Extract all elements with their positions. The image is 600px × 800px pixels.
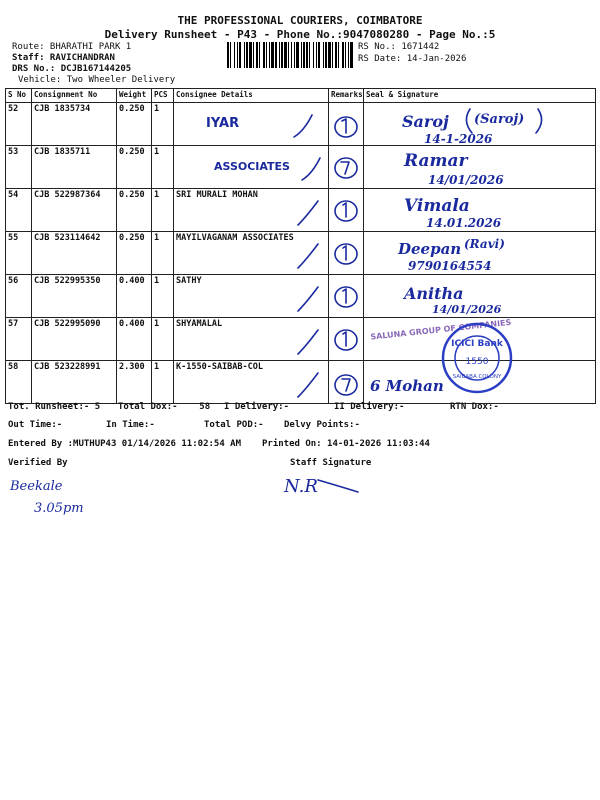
check-mark-icon	[329, 103, 364, 145]
cell-consignee: SHYAMALAL	[174, 318, 329, 361]
svg-text:Deepan: Deepan	[398, 240, 462, 258]
col-pcs: PCS	[152, 89, 174, 103]
cell-remarks	[329, 275, 364, 318]
cell-consignee: SATHY	[174, 275, 329, 318]
cell-sno: 58	[6, 361, 32, 404]
svg-text:14.01.2026: 14.01.2026	[426, 216, 502, 230]
svg-text:Anitha: Anitha	[404, 284, 464, 303]
table-row	[6, 189, 596, 232]
tick-mark	[174, 232, 329, 274]
col-remarks: Remarks	[329, 89, 364, 103]
cell-consignee: MAYILVAGANAM ASSOCIATES	[174, 232, 329, 275]
svg-text:ICICI Bank: ICICI Bank	[451, 339, 503, 349]
drs-label: DRS No.: DCJB167144205	[12, 64, 132, 74]
handwritten-signature	[364, 146, 596, 188]
svg-text:(Saroj): (Saroj)	[474, 112, 525, 127]
staff-signature-label: Staff Signature	[290, 458, 372, 468]
rs-number: RS No.: 1671442	[358, 42, 440, 52]
svg-text:14-1-2026: 14-1-2026	[424, 132, 493, 145]
total-pod: Total POD:-	[204, 420, 264, 430]
svg-text:(Ravi): (Ravi)	[464, 237, 505, 251]
cell-pcs: 1	[152, 189, 174, 232]
delivery-points: Delvy Points:-	[284, 420, 360, 430]
cell-pcs: 1	[152, 275, 174, 318]
cell-signature	[364, 189, 596, 232]
svg-text:14/01/2026: 14/01/2026	[432, 303, 502, 316]
svg-text:14/01/2026: 14/01/2026	[428, 173, 504, 187]
col-consignee: Consignee Details	[174, 89, 329, 103]
cell-signature	[364, 103, 596, 146]
in-time: In Time:-	[106, 420, 155, 430]
bank-seal-stamp	[432, 318, 522, 396]
cell-consignment: CJB 522995350	[32, 275, 117, 318]
cell-weight: 0.250	[117, 146, 152, 189]
cell-sno: 54	[6, 189, 32, 232]
rs-date: RS Date: 14-Jan-2026	[358, 54, 467, 64]
rtn-dox: RTN Dox:-	[450, 402, 499, 412]
vehicle-label: Vehicle: Two Wheeler Delivery	[18, 75, 176, 85]
cell-weight: 0.250	[117, 103, 152, 146]
check-mark-icon	[329, 361, 364, 403]
verifier-signature	[6, 470, 136, 520]
cell-pcs: 1	[152, 103, 174, 146]
entered-by: Entered By :MUTHUP43 01/14/2026 11:02:54 AM	[8, 439, 241, 449]
tick-mark	[174, 189, 329, 231]
cell-consignee	[174, 146, 329, 189]
cell-weight: 0.400	[117, 275, 152, 318]
cell-consignment: CJB 522987364	[32, 189, 117, 232]
cell-consignment: CJB 523114642	[32, 232, 117, 275]
cell-sno: 55	[6, 232, 32, 275]
handwritten-consignee	[174, 103, 329, 145]
svg-text:IYAR: IYAR	[206, 116, 240, 131]
total-dox: Total Dox:- 58	[118, 402, 211, 412]
cell-consignment: CJB 522995090	[32, 318, 117, 361]
runsheet-subtitle: Delivery Runsheet - P43 - Phone No.:9047080280 - Page No.:5	[104, 28, 496, 41]
cell-consignee	[174, 103, 329, 146]
staff-signature	[278, 466, 368, 502]
cell-weight: 0.250	[117, 232, 152, 275]
cell-consignee: K-1550-SAIBAB-COL	[174, 361, 329, 404]
cell-signature	[364, 232, 596, 275]
tick-mark	[174, 361, 329, 403]
cell-remarks	[329, 232, 364, 275]
tick-mark	[174, 275, 329, 317]
svg-text:N.R: N.R	[284, 476, 318, 497]
cell-signature	[364, 146, 596, 189]
i-delivery: I Delivery:-	[224, 402, 290, 412]
svg-text:Vimala: Vimala	[404, 196, 470, 216]
cell-remarks	[329, 361, 364, 404]
handwritten-consignee	[174, 146, 329, 188]
check-mark-icon	[329, 189, 364, 231]
table-header-row	[6, 89, 596, 103]
handwritten-signature	[364, 189, 596, 231]
table-row	[6, 275, 596, 318]
handwritten-signature	[364, 103, 596, 145]
printed-on: Printed On: 14-01-2026 11:03:44	[262, 439, 430, 449]
check-mark-icon	[329, 275, 364, 317]
handwritten-signature	[364, 275, 596, 317]
svg-text:3.05pm: 3.05pm	[34, 501, 84, 516]
svg-text:1550: 1550	[465, 357, 489, 367]
check-mark-icon	[329, 146, 364, 188]
company-title: THE PROFESSIONAL COURIERS, COIMBATORE	[177, 14, 423, 27]
ii-delivery: II Delivery:-	[334, 402, 405, 412]
svg-text:ASSOCIATES: ASSOCIATES	[214, 160, 290, 173]
svg-text:SALUNA GROUP OF COMPANIES: SALUNA GROUP OF COMPANIES	[369, 318, 512, 342]
col-seal-signature: Seal & Signature	[364, 89, 596, 103]
cell-consignment: CJB 1835734	[32, 103, 117, 146]
handwritten-signature	[364, 232, 596, 274]
cell-remarks	[329, 189, 364, 232]
cell-weight: 0.250	[117, 189, 152, 232]
svg-text:Beekale: Beekale	[10, 479, 63, 494]
cell-sno: 53	[6, 146, 32, 189]
table-row	[6, 232, 596, 275]
svg-text:Saroj: Saroj	[402, 112, 449, 131]
check-mark-icon	[329, 318, 364, 360]
cell-remarks	[329, 146, 364, 189]
cell-sno: 57	[6, 318, 32, 361]
cell-weight: 2.300	[117, 361, 152, 404]
verified-by-label: Verified By	[8, 458, 68, 468]
svg-text:Ramar: Ramar	[404, 151, 468, 171]
cell-consignment: CJB 1835711	[32, 146, 117, 189]
route-label: Route: BHARATHI PARK 1	[12, 42, 132, 52]
check-mark-icon	[329, 232, 364, 274]
cell-consignee: SRI MURALI MOHAN	[174, 189, 329, 232]
table-row	[6, 146, 596, 189]
cell-sno: 56	[6, 275, 32, 318]
cell-remarks	[329, 103, 364, 146]
tick-mark	[174, 318, 329, 360]
col-weight: Weight	[117, 89, 152, 103]
cell-pcs: 1	[152, 146, 174, 189]
staff-label: Staff: RAVICHANDRAN	[12, 53, 115, 63]
cell-remarks	[329, 318, 364, 361]
svg-text:SAIBABA COLONY: SAIBABA COLONY	[452, 374, 502, 380]
cell-pcs: 1	[152, 232, 174, 275]
out-time: Out Time:-	[8, 420, 63, 430]
cell-pcs: 1	[152, 361, 174, 404]
cell-signature	[364, 275, 596, 318]
cell-sno: 52	[6, 103, 32, 146]
col-sno: S No	[6, 89, 32, 103]
svg-text:6 Mohan: 6 Mohan	[370, 377, 444, 395]
barcode	[227, 42, 355, 68]
svg-text:9790164554: 9790164554	[408, 259, 492, 273]
col-consignment: Consignment No	[32, 89, 117, 103]
table-row	[6, 103, 596, 146]
total-runsheet: Tot. Runsheet:- 5	[8, 402, 101, 412]
cell-pcs: 1	[152, 318, 174, 361]
cell-consignment: CJB 523228991	[32, 361, 117, 404]
cell-weight: 0.400	[117, 318, 152, 361]
